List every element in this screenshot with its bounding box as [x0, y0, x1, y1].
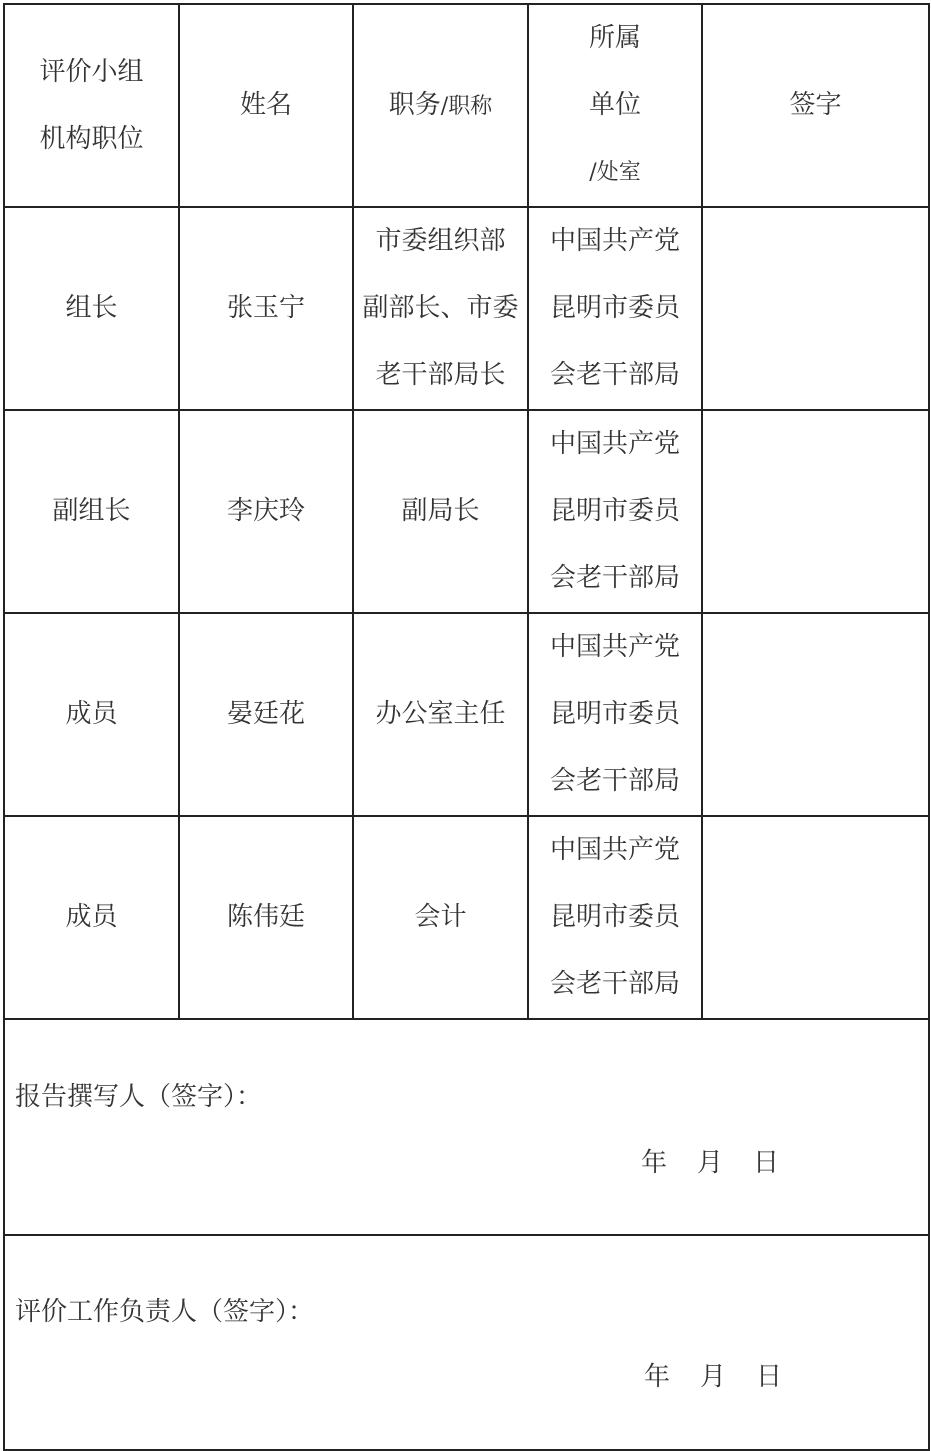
member-title: 市委组织部 副部长、市委 老干部局长	[353, 207, 528, 410]
member-title: 办公室主任	[353, 613, 528, 816]
member-title: 会计	[353, 816, 528, 1019]
evaluation-lead-label: 评价工作负责人（签字）：	[15, 1297, 315, 1327]
table-row	[4, 816, 929, 1019]
header-name: 姓名	[179, 4, 353, 207]
table-row	[4, 410, 929, 613]
member-signature-cell[interactable]	[702, 207, 929, 410]
member-name: 晏廷花	[179, 613, 353, 816]
header-row	[4, 4, 929, 207]
report-writer-date: 年 月 日	[641, 1148, 780, 1178]
member-unit: 中国共产党 昆明市委员 会老干部局	[528, 613, 702, 816]
evaluation-team-table	[3, 3, 930, 1451]
member-position: 组长	[4, 207, 179, 410]
table-row	[4, 613, 929, 816]
evaluation-lead-signature-area[interactable]	[4, 1235, 929, 1450]
member-signature-cell[interactable]	[702, 410, 929, 613]
member-name: 张玉宁	[179, 207, 353, 410]
header-title: 职务/职称	[353, 4, 528, 207]
member-signature-cell[interactable]	[702, 816, 929, 1019]
member-name: 陈伟廷	[179, 816, 353, 1019]
header-unit: 所属 单位 /处室	[528, 4, 702, 207]
evaluation-lead-date: 年 月 日	[644, 1362, 783, 1392]
table-row	[4, 207, 929, 410]
report-writer-label: 报告撰写人（签字）：	[15, 1082, 263, 1112]
header-position: 评价小组 机构职位	[4, 4, 179, 207]
member-unit: 中国共产党 昆明市委员 会老干部局	[528, 410, 702, 613]
member-unit: 中国共产党 昆明市委员 会老干部局	[528, 207, 702, 410]
header-signature: 签字	[702, 4, 929, 207]
evaluation-lead-row	[4, 1235, 929, 1450]
member-unit: 中国共产党 昆明市委员 会老干部局	[528, 816, 702, 1019]
member-title: 副局长	[353, 410, 528, 613]
member-position: 成员	[4, 816, 179, 1019]
member-position: 成员	[4, 613, 179, 816]
member-name: 李庆玲	[179, 410, 353, 613]
report-writer-signature-area[interactable]	[4, 1019, 929, 1235]
report-writer-row	[4, 1019, 929, 1235]
member-signature-cell[interactable]	[702, 613, 929, 816]
member-position: 副组长	[4, 410, 179, 613]
